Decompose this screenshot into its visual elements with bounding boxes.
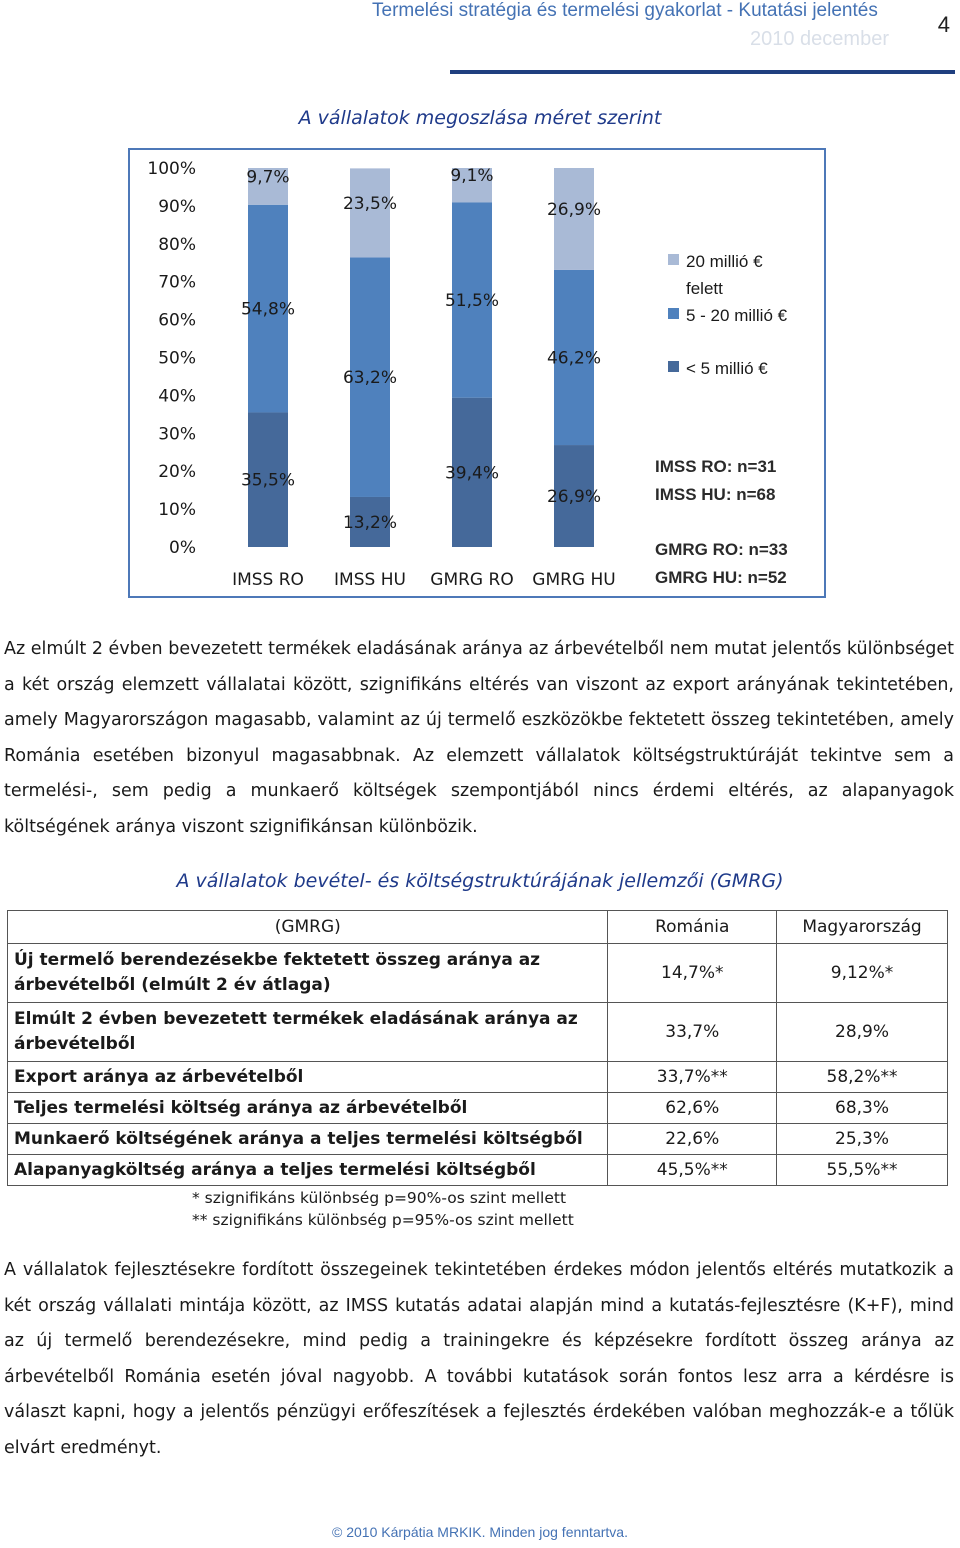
legend-label: < 5 millió € [686,359,768,378]
table-row [8,1155,948,1186]
legend-swatch [668,361,679,372]
significance-note-95: ** szignifikáns különbség p=95%-os szint mellett [192,1211,574,1229]
row-value-hungary: 55,5%** [777,1155,948,1186]
table-row [8,1003,948,1062]
row-value-romania: 14,7%* [608,944,777,1003]
x-category-label: GMRG RO [430,570,514,590]
row-label: Munkaerő költségének aránya a teljes termelési költségből [8,1124,608,1155]
table-row [8,944,948,1003]
table-row [8,1124,948,1155]
data-label: 26,9% [546,199,602,220]
x-category-label: IMSS HU [334,570,406,590]
paragraph-revenue-structure: Az elmúlt 2 évben bevezetett termékek eladásának aránya az árbevételből nem mutat jelentős különbséget a két ország elemzett vállalatai között, szignifikáns eltérés van viszont az export arányának tekintetében, amely Magyarországon magasabb, valamint az új termelő eszközökbe fektetett összeg tekintetében, amely Románia esetében bizonyul magasabbnak. Az elemzett vállalatok költségstruktúráját tekintve sem a termelési-, sem pedig a munkaerő költségek szempontjából nincs érdemi eltérés, az alapanyagok költségének aránya viszont szignifikánsan különbözik. [4,639,954,837]
row-label: Elmúlt 2 évben bevezetett termékek eladásának aránya az árbevételből [8,1003,608,1062]
header-rule [450,70,955,74]
legend-label: 5 - 20 millió € [686,306,788,325]
header-date: 2010 december [750,28,889,50]
table-caption: A vállalatok bevétel- és költségstruktúrájának jellemzői (GMRG) [176,870,784,892]
row-value-romania: 62,6% [608,1093,777,1124]
table-header-hungary: Magyarország [777,911,948,944]
legend-label: 20 millió € [686,252,763,271]
table-header-romania: Románia [608,911,777,944]
table-row [8,1062,948,1093]
sample-size-label: IMSS HU: n=68 [655,485,776,504]
legend-label: felett [686,279,723,298]
row-label: Export aránya az árbevételből [8,1062,608,1093]
sample-size-label: IMSS RO: n=31 [655,457,777,476]
row-label: Teljes termelési költség aránya az árbevételből [8,1093,608,1124]
y-tick-label: 40% [158,386,196,407]
data-label: 9,1% [450,166,494,187]
table-row [8,1093,948,1124]
row-value-romania: 33,7% [608,1003,777,1062]
page-number: 4 [937,12,950,37]
y-tick-label: 100% [147,159,196,179]
significance-note-90: * szignifikáns különbség p=90%-os szint mellett [192,1189,567,1207]
y-tick-label: 80% [158,234,196,255]
header-title: Termelési stratégia és termelési gyakorlat - Kutatási jelentés [372,0,878,21]
sample-size-label: GMRG RO: n=33 [655,540,788,559]
data-label: 26,9% [546,487,602,508]
y-tick-label: 10% [158,500,196,521]
data-label: 13,2% [342,512,398,533]
sample-size-label: GMRG HU: n=52 [655,568,787,587]
data-label: 23,5% [342,193,398,214]
row-value-hungary: 68,3% [777,1093,948,1124]
data-label: 63,2% [342,368,398,389]
data-label: 9,7% [246,167,290,188]
row-label: Új termelő berendezésekbe fektetett összeg aránya az árbevételből (elmúlt 2 év átlaga) [8,944,608,1003]
chart-frame [128,148,826,598]
y-tick-label: 50% [158,348,196,369]
data-label: 39,4% [444,463,500,484]
paragraph-development-spending: A vállalatok fejlesztésekre fordított összegeinek tekintetében érdekes módon jelentős eltérés mutatkozik a két ország vállalati mintája között, az IMSS kutatás adatai alapján mind a kutatás-fejlesztésre (K+F), mind az új termelő berendezésekre, mind pedig a trainingekre és képzésekre fordított összeg aránya az árbevételből Románia esetén jóval nagyobb. A további kutatások során fontos lesz arra a kérdésre is választ kapni, hogy a jelentős pénzügyi erőfeszítések a fejlesztés érdekében valóban meghozzák-e a tőlük elvárt eredményt. [4,1260,954,1458]
row-value-hungary: 58,2%** [777,1062,948,1093]
y-tick-label: 90% [158,196,196,217]
data-label: 46,2% [546,348,602,369]
x-category-label: GMRG HU [532,570,616,590]
table-header-row [8,911,948,944]
y-tick-label: 60% [158,310,196,331]
row-value-romania: 22,6% [608,1124,777,1155]
data-label: 35,5% [240,470,296,491]
legend-swatch [668,308,679,319]
x-category-label: IMSS RO [232,570,304,590]
chart-caption: A vállalatok megoszlása méret szerint [298,107,662,129]
row-label: Alapanyagköltség aránya a teljes termelési költségből [8,1155,608,1186]
row-value-hungary: 9,12%* [777,944,948,1003]
y-tick-label: 30% [158,424,196,445]
legend-swatch [668,254,679,265]
copyright-footer: © 2010 Kárpátia MRKIK. Minden jog fenntartva. [332,1524,628,1540]
y-tick-label: 20% [158,462,196,483]
row-value-hungary: 28,9% [777,1003,948,1062]
row-value-romania: 45,5%** [608,1155,777,1186]
row-value-romania: 33,7%** [608,1062,777,1093]
size-distribution-chart [130,150,824,596]
y-tick-label: 0% [169,538,196,558]
y-tick-label: 70% [158,272,196,293]
data-label: 54,8% [240,299,296,320]
row-value-hungary: 25,3% [777,1124,948,1155]
data-label: 51,5% [444,291,500,312]
table-header-label: (GMRG) [8,911,608,944]
revenue-cost-table [7,910,948,1186]
